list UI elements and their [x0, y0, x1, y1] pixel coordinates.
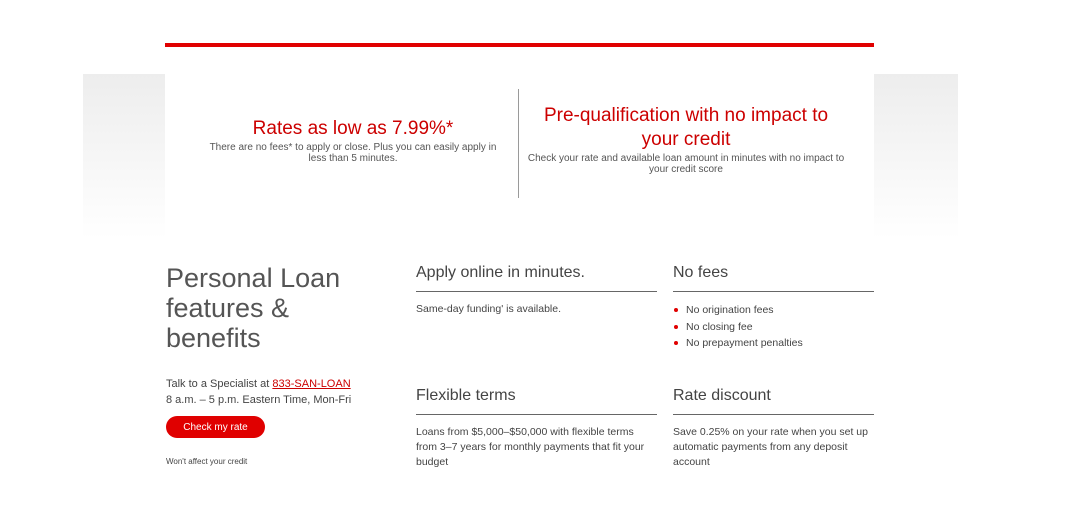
- features-intro: [166, 263, 381, 408]
- feature-rate-discount: [673, 386, 874, 470]
- prequal-promo-title: Pre-qualification with no impact to your credit: [543, 105, 829, 150]
- specialist-phone-link[interactable]: 833-SAN-LOAN: [272, 378, 351, 390]
- feature-no-fees: [673, 263, 874, 352]
- feature-flexible-terms-title: Flexible terms: [416, 386, 657, 415]
- prequal-promo: [526, 104, 846, 175]
- check-my-rate-button[interactable]: Check my rate: [166, 416, 265, 438]
- feature-apply-online-title: Apply online in minutes.: [416, 263, 657, 292]
- bullet-icon: [674, 308, 678, 312]
- list-item-label: No origination fees: [686, 304, 774, 316]
- feature-rate-discount-title: Rate discount: [673, 386, 874, 415]
- top-accent-rule: [165, 43, 874, 47]
- list-item: [673, 302, 874, 319]
- banner-side-fade-left: [83, 74, 165, 239]
- specialist-line: [166, 377, 381, 392]
- rate-promo: [200, 117, 506, 164]
- feature-apply-online-text: Same-day funding' is available.: [416, 303, 562, 315]
- specialist-label: Talk to a Specialist at: [166, 378, 273, 390]
- rate-promo-text: There are no fees* to apply or close. Plus you can easily apply in less than 5 minutes.: [209, 142, 497, 164]
- banner-side-fade-right: [874, 74, 958, 239]
- bullet-icon: [674, 341, 678, 345]
- feature-flexible-terms: [416, 386, 657, 470]
- list-item: [673, 319, 874, 336]
- prequal-promo-text: Check your rate and available loan amount in minutes with no impact to your credit score: [527, 153, 845, 175]
- banner-divider: [518, 89, 519, 198]
- list-item: [673, 335, 874, 352]
- feature-rate-discount-text: Save 0.25% on your rate when you set up automatic payments from any deposit account: [673, 426, 868, 468]
- feature-apply-online: [416, 263, 657, 317]
- credit-impact-note: Won't affect your credit: [166, 457, 248, 466]
- features-title: Personal Loan features & benefits: [166, 263, 341, 353]
- feature-flexible-terms-text: Loans from $5,000–$50,000 with flexible terms from 3–7 years for monthly payments that fit your budget: [416, 426, 645, 468]
- bullet-icon: [674, 325, 678, 329]
- list-item-label: No closing fee: [686, 320, 753, 333]
- specialist-hours: 8 a.m. – 5 p.m. Eastern Time, Mon-Fri: [166, 394, 352, 406]
- list-item-label: No prepayment penalties: [686, 337, 803, 349]
- rate-promo-title: Rates as low as 7.99%*: [252, 118, 454, 139]
- no-fees-list: [673, 302, 874, 352]
- feature-no-fees-title: No fees: [673, 263, 874, 292]
